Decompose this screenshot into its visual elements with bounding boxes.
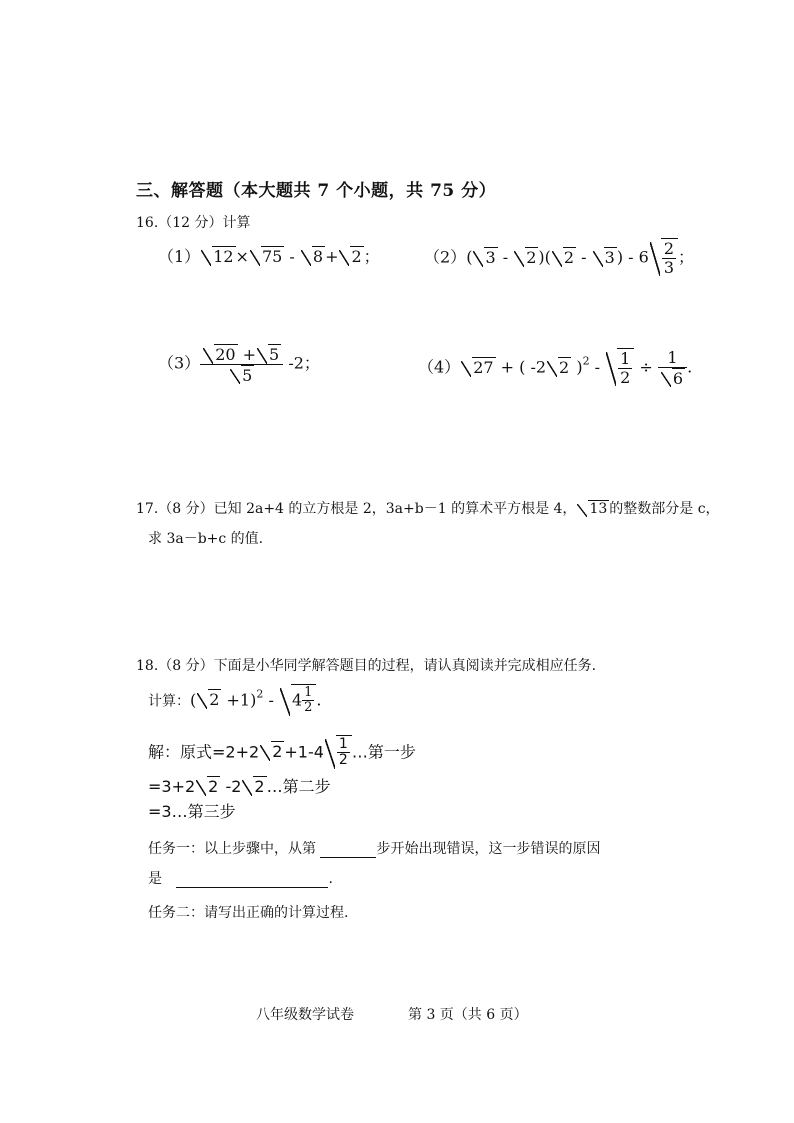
q18-task-1-line-2: 是 . (148, 871, 333, 887)
q16-part-2-label: （2） (424, 247, 467, 267)
sqrt-5-a: 5 (257, 344, 281, 364)
sqrt-4-and-half: 4 $\frac{1}{2}$ (280, 684, 316, 716)
footer-page-number: 第 3 页（共 6 页） (408, 1007, 528, 1023)
q16-part-3: （3） $\frac{20 + 5}{5}$ -2； (158, 345, 320, 385)
q18-calc-label: 计算： (148, 693, 190, 710)
q16-part-4-label: （4） (418, 357, 461, 377)
task-1-text-a: 任务一：以上步骤中，从第 (148, 841, 316, 857)
q18-step-2-head: =3+2 (148, 777, 196, 796)
question-18-header: 18.（8 分）下面是小华同学解答题目的过程，请认真阅读并完成相应任务. (136, 658, 597, 674)
q16-part-3-label: （3） (158, 353, 201, 373)
sqrt-6: 6 (661, 368, 685, 388)
sqrt-2: 2 (339, 246, 363, 266)
footer-subject: 八年级数学试卷 (256, 1007, 354, 1023)
sqrt-half-b (325, 735, 352, 769)
sqrt-8: 8 (301, 246, 325, 266)
question-17-line-2: 求 3a－b+c 的值. (148, 531, 264, 547)
fraction: $\frac{1}{2}$ (620, 349, 631, 387)
answer-blank-step[interactable] (320, 841, 376, 858)
answer-blank-reason[interactable] (176, 871, 328, 888)
q18-step-2-tail: …第二步 (266, 777, 331, 796)
sqrt-2-b: 2 (552, 247, 576, 267)
task-1-text-b: 步开始出现错误，这一步错误的原因 (376, 841, 601, 857)
sqrt-13: 13 (577, 500, 609, 517)
sqrt-3-a: 3 (473, 247, 497, 267)
q18-task-2: 任务二：请写出正确的计算过程. (148, 905, 349, 921)
sqrt-half (606, 348, 634, 386)
q18-step-3: =3…第三步 (148, 802, 236, 821)
question-17-line-1 (136, 498, 720, 518)
task-1-text-c: 是 (148, 871, 162, 887)
q18-step-1-head: 解：原式=2+2 (148, 742, 260, 762)
q17-text-a: 17.（8 分）已知 2a+4 的立方根是 2，3a+b－1 的算术平方根是 4， (136, 501, 577, 517)
sqrt-5-b: 5 (230, 365, 254, 385)
sqrt-2-d: 2 (197, 689, 221, 709)
q18-step-1-tail: …第一步 (351, 742, 416, 762)
q18-step-1: 解：原式=2+2 2 +1-4 $\frac{1}{2}$ …第一步 (148, 736, 416, 769)
sqrt-3-b: 3 (593, 247, 617, 267)
q18-step-2: =3+2 2 -2 2 …第二步 (148, 777, 331, 796)
sqrt-20: 20 (203, 344, 237, 364)
section-title: 三、解答题（本大题共 7 个小题，共 75 分） (136, 181, 497, 201)
sqrt-2-e: 2 (260, 741, 284, 761)
sqrt-2-a: 2 (514, 247, 538, 267)
fraction: $\frac{1}{2}$ (304, 685, 313, 716)
sqrt-27: 27 (461, 357, 495, 377)
fraction: $\frac{1}{2}$ (338, 736, 348, 769)
sqrt-2-c: 2 (547, 357, 571, 377)
sqrt-two-thirds (650, 238, 678, 276)
q18-task-1-line-1 (148, 838, 600, 858)
q16-part-1-label: （1） (158, 247, 201, 266)
sqrt-2-f: 2 (196, 776, 220, 796)
q18-expression: 计算：( 2 +1)$^2$ - 4 $\frac{1}{2}$ . (148, 685, 322, 716)
question-16-header: 16.（12 分）计算 (136, 215, 251, 231)
sqrt-12: 12 (201, 246, 235, 266)
fraction: $\frac{1}{6}$ (658, 349, 687, 387)
sqrt-75: 75 (250, 246, 284, 266)
q16-part-4: （4） 27 + ( -2 2 )$^2$ - $\frac{1}{2}$ ÷ $\frac{1}{6}$ . (418, 348, 693, 388)
q16-part-2: （2）( 3 - 2 )( 2 - 3 ) - 6 $\frac{2}{3}$ ； (424, 239, 695, 277)
q17-text-b: 的整数部分是 c， (609, 501, 720, 517)
fraction: $\frac{20 + 5}{5}$ (200, 344, 283, 384)
fraction: $\frac{2}{3}$ (663, 239, 675, 277)
q16-part-1: （1） 12 × 75 - 8 + 2 ； (158, 247, 380, 266)
sqrt-2-g: 2 (242, 776, 266, 796)
